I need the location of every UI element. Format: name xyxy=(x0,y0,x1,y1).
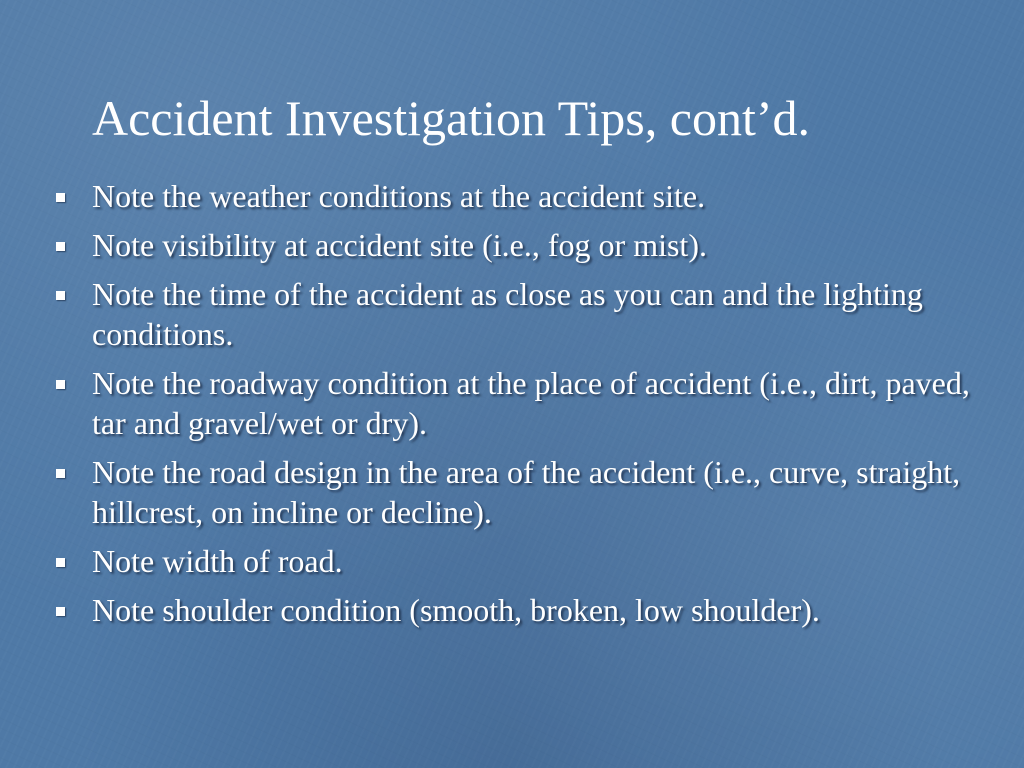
list-item xyxy=(52,590,982,630)
square-bullet-icon xyxy=(56,291,65,300)
bullet-text: Note the road design in the area of the accident (i.e., curve, straight, hillcrest, on incline or decline). xyxy=(92,454,961,530)
square-bullet-icon xyxy=(56,607,65,616)
square-bullet-icon xyxy=(56,193,65,202)
square-bullet-icon xyxy=(56,558,65,567)
bullet-list xyxy=(52,176,982,639)
square-bullet-icon xyxy=(56,469,65,478)
list-item xyxy=(52,363,982,443)
list-item xyxy=(52,176,982,216)
list-item xyxy=(52,452,982,532)
square-bullet-icon xyxy=(56,380,65,389)
bullet-text: Note the time of the accident as close as you can and the lighting conditions. xyxy=(92,276,923,352)
list-item xyxy=(52,225,982,265)
bullet-text: Note the weather conditions at the accident site. xyxy=(92,178,706,214)
bullet-text: Note width of road. xyxy=(92,543,343,579)
square-bullet-icon xyxy=(56,242,65,251)
list-item xyxy=(52,274,982,354)
bullet-text: Note visibility at accident site (i.e., fog or mist). xyxy=(92,227,707,263)
bullet-text: Note shoulder condition (smooth, broken, low shoulder). xyxy=(92,592,820,628)
slide-title: Accident Investigation Tips, cont’d. xyxy=(92,90,810,146)
list-item xyxy=(52,541,982,581)
bullet-text: Note the roadway condition at the place of accident (i.e., dirt, paved, tar and gravel/wet or dry). xyxy=(92,365,970,441)
